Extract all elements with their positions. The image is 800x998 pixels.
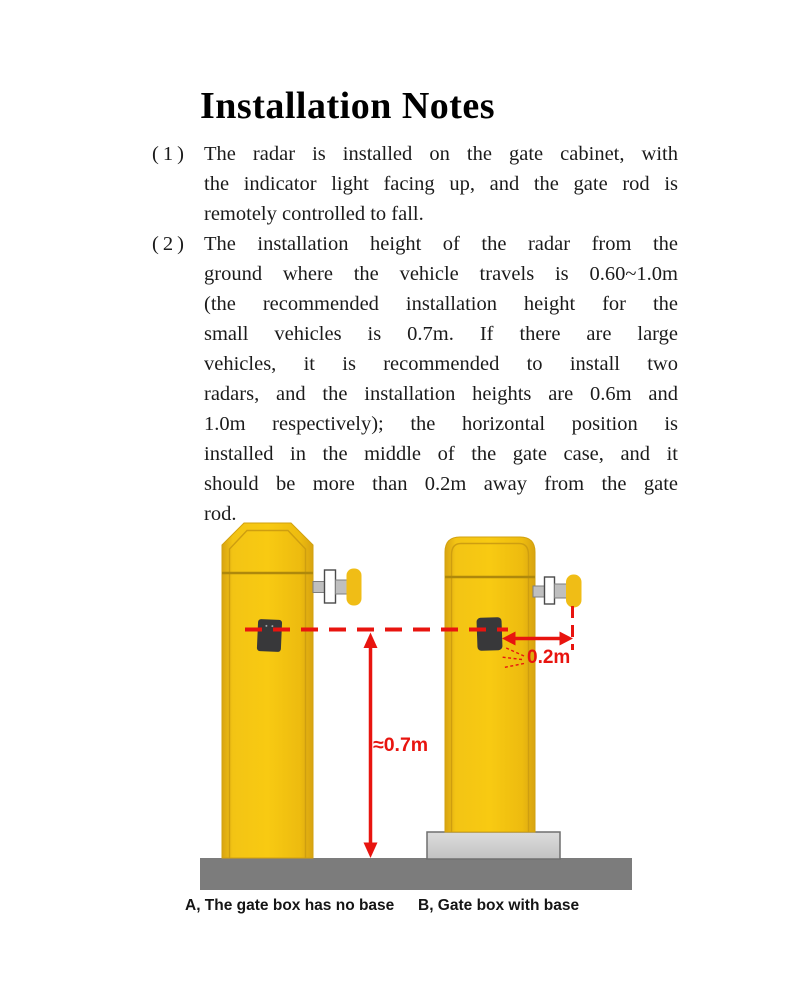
text-line: (the recommended installation height for the bbox=[204, 293, 678, 315]
gate-cabinet-right bbox=[445, 537, 535, 832]
gate-cabinet-left bbox=[222, 523, 313, 858]
caption-gate-box-with-base: B, Gate box with base bbox=[418, 897, 580, 914]
note-1-marker: (1) bbox=[152, 143, 188, 165]
page-title: Installation Notes bbox=[200, 85, 496, 127]
note-2-marker: (2) bbox=[152, 233, 188, 255]
text-line: ground where the vehicle travels is 0.60~1.0m bbox=[204, 263, 678, 285]
text-line: the indicator light facing up, and the gate rod is bbox=[204, 173, 678, 195]
text-line: The installation height of the radar from the bbox=[204, 233, 678, 255]
ground-strip bbox=[200, 858, 632, 890]
radar-left bbox=[257, 619, 282, 652]
offset-label: 0.2m bbox=[527, 647, 571, 668]
text-line: small vehicles is 0.7m. If there are large bbox=[204, 323, 678, 345]
text-line: 1.0m respectively); the horizontal position is bbox=[204, 413, 678, 435]
text-line: rod. bbox=[204, 503, 237, 525]
text-line: vehicles, it is recommended to install two bbox=[204, 353, 678, 375]
offset-arrow-0-2m bbox=[502, 632, 573, 646]
height-label: ≈0.7m bbox=[373, 734, 429, 756]
gate-box-base bbox=[427, 832, 560, 859]
note-item-1 bbox=[150, 139, 678, 229]
caption-gate-box-no-base: A, The gate box has no base bbox=[185, 897, 395, 914]
text-line: installed in the middle of the gate case, and it bbox=[204, 443, 678, 465]
note-item-2 bbox=[150, 229, 678, 529]
notes-text-block bbox=[150, 84, 678, 529]
installation-diagram bbox=[0, 510, 800, 998]
radar-right bbox=[476, 617, 502, 651]
text-line: remotely controlled to fall. bbox=[204, 203, 424, 225]
text-line: The radar is installed on the gate cabinet, with bbox=[204, 143, 678, 165]
text-line: should be more than 0.2m away from the gate bbox=[204, 473, 678, 495]
note-1-body bbox=[204, 139, 678, 229]
text-line: radars, and the installation heights are 0.6m and bbox=[204, 383, 678, 405]
gate-rod-right bbox=[533, 575, 582, 608]
note-2-body bbox=[204, 229, 678, 529]
gate-rod-left bbox=[313, 569, 362, 606]
